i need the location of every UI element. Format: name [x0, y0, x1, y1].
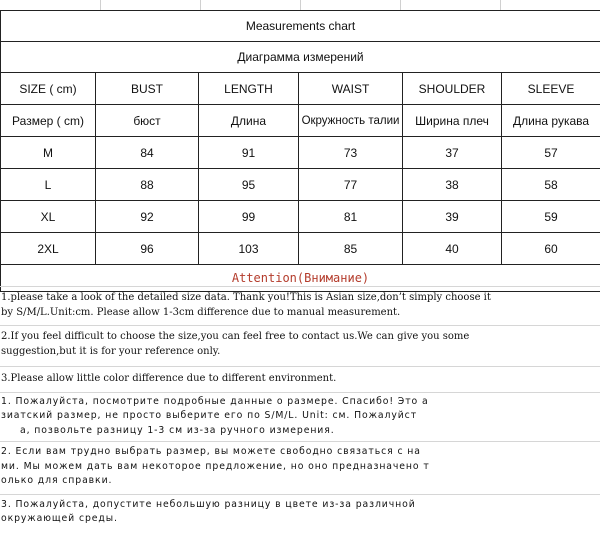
notes-section — [0, 286, 600, 527]
table-cell: 40 — [403, 233, 502, 265]
header-cell: BUST — [96, 73, 199, 105]
table-row — [1, 201, 600, 233]
attention-label: Attention(Внимание) — [1, 265, 600, 292]
note-en-1-line-1: 1.please take a look of the detailed size data. Thank you!This is Asian size,don’t simply choose it — [1, 292, 491, 303]
header-row-en — [1, 73, 600, 105]
table-cell: 77 — [299, 169, 403, 201]
note-ru-1-line-2: зиатский размер, не просто выберите его по S/M/L. Unit: см. Пожалуйст — [1, 410, 418, 421]
table-row — [1, 169, 600, 201]
header-cell: SLEEVE — [502, 73, 600, 105]
header-row-ru — [1, 105, 600, 137]
table-cell: 95 — [199, 169, 299, 201]
header-cell: бюст — [96, 105, 199, 137]
note-ru-2-line-1: 2. Если вам трудно выбрать размер, вы можете свободно связаться с на — [1, 446, 421, 457]
note-ru-3-line-2: окружающей среды. — [1, 513, 118, 524]
header-cell: WAIST — [299, 73, 403, 105]
header-cell: Ширина плеч — [403, 105, 502, 137]
header-cell: Длина — [199, 105, 299, 137]
table-cell: 2XL — [1, 233, 96, 265]
table-cell: 57 — [502, 137, 600, 169]
table-cell: M — [1, 137, 96, 169]
table-cell: 81 — [299, 201, 403, 233]
table-cell: 37 — [403, 137, 502, 169]
header-cell: Окружность талии — [299, 105, 403, 137]
table-row — [1, 233, 600, 265]
header-cell: Размер ( cm) — [1, 105, 96, 137]
note-ru-2-line-2: ми. Мы можем дать вам некоторое предложение, но оно предназначено т — [1, 460, 430, 472]
header-cell: SHOULDER — [403, 73, 502, 105]
table-cell: 91 — [199, 137, 299, 169]
table-cell: 59 — [502, 201, 600, 233]
note-en-2-line-2: suggestion,but it is for your reference only. — [1, 345, 221, 357]
table-cell: 99 — [199, 201, 299, 233]
table-cell: 103 — [199, 233, 299, 265]
note-ru-3-line-1: 3. Пожалуйста, допустите небольшую разницу в цвете из-за различной — [1, 498, 416, 510]
table-cell: 38 — [403, 169, 502, 201]
chart-title: Measurements chart — [1, 11, 600, 42]
chart-subtitle: Диаграмма измерений — [1, 42, 600, 73]
measurements-table — [0, 10, 600, 292]
table-cell: 39 — [403, 201, 502, 233]
header-cell: LENGTH — [199, 73, 299, 105]
note-ru-1-line-1: 1. Пожалуйста, посмотрите подробные данные о размере. Спасибо! Это а — [1, 395, 429, 407]
table-cell: 60 — [502, 233, 600, 265]
note-ru-2-line-3: олько для справки. — [1, 475, 113, 486]
table-cell: 96 — [96, 233, 199, 265]
note-en-2-line-1: 2.If you feel difficult to choose the size,you can feel free to contact us.We can give you some — [1, 331, 470, 342]
note-en-1-line-2: by S/M/L.Unit:cm. Please allow 1-3cm difference due to manual measurement. — [1, 306, 401, 318]
note-en-3: 3.Please allow little color difference due to different environment. — [1, 373, 337, 384]
table-row — [1, 137, 600, 169]
table-cell: 88 — [96, 169, 199, 201]
note-ru-1-line-3: а, позвольте разницу 1-3 см из-за ручного измерения. — [20, 424, 335, 436]
header-cell: Длина рукава — [502, 105, 600, 137]
table-cell: 84 — [96, 137, 199, 169]
header-cell: SIZE ( cm) — [1, 73, 96, 105]
table-cell: XL — [1, 201, 96, 233]
table-cell: 73 — [299, 137, 403, 169]
table-cell: 92 — [96, 201, 199, 233]
table-cell: 85 — [299, 233, 403, 265]
table-cell: L — [1, 169, 96, 201]
table-cell: 58 — [502, 169, 600, 201]
